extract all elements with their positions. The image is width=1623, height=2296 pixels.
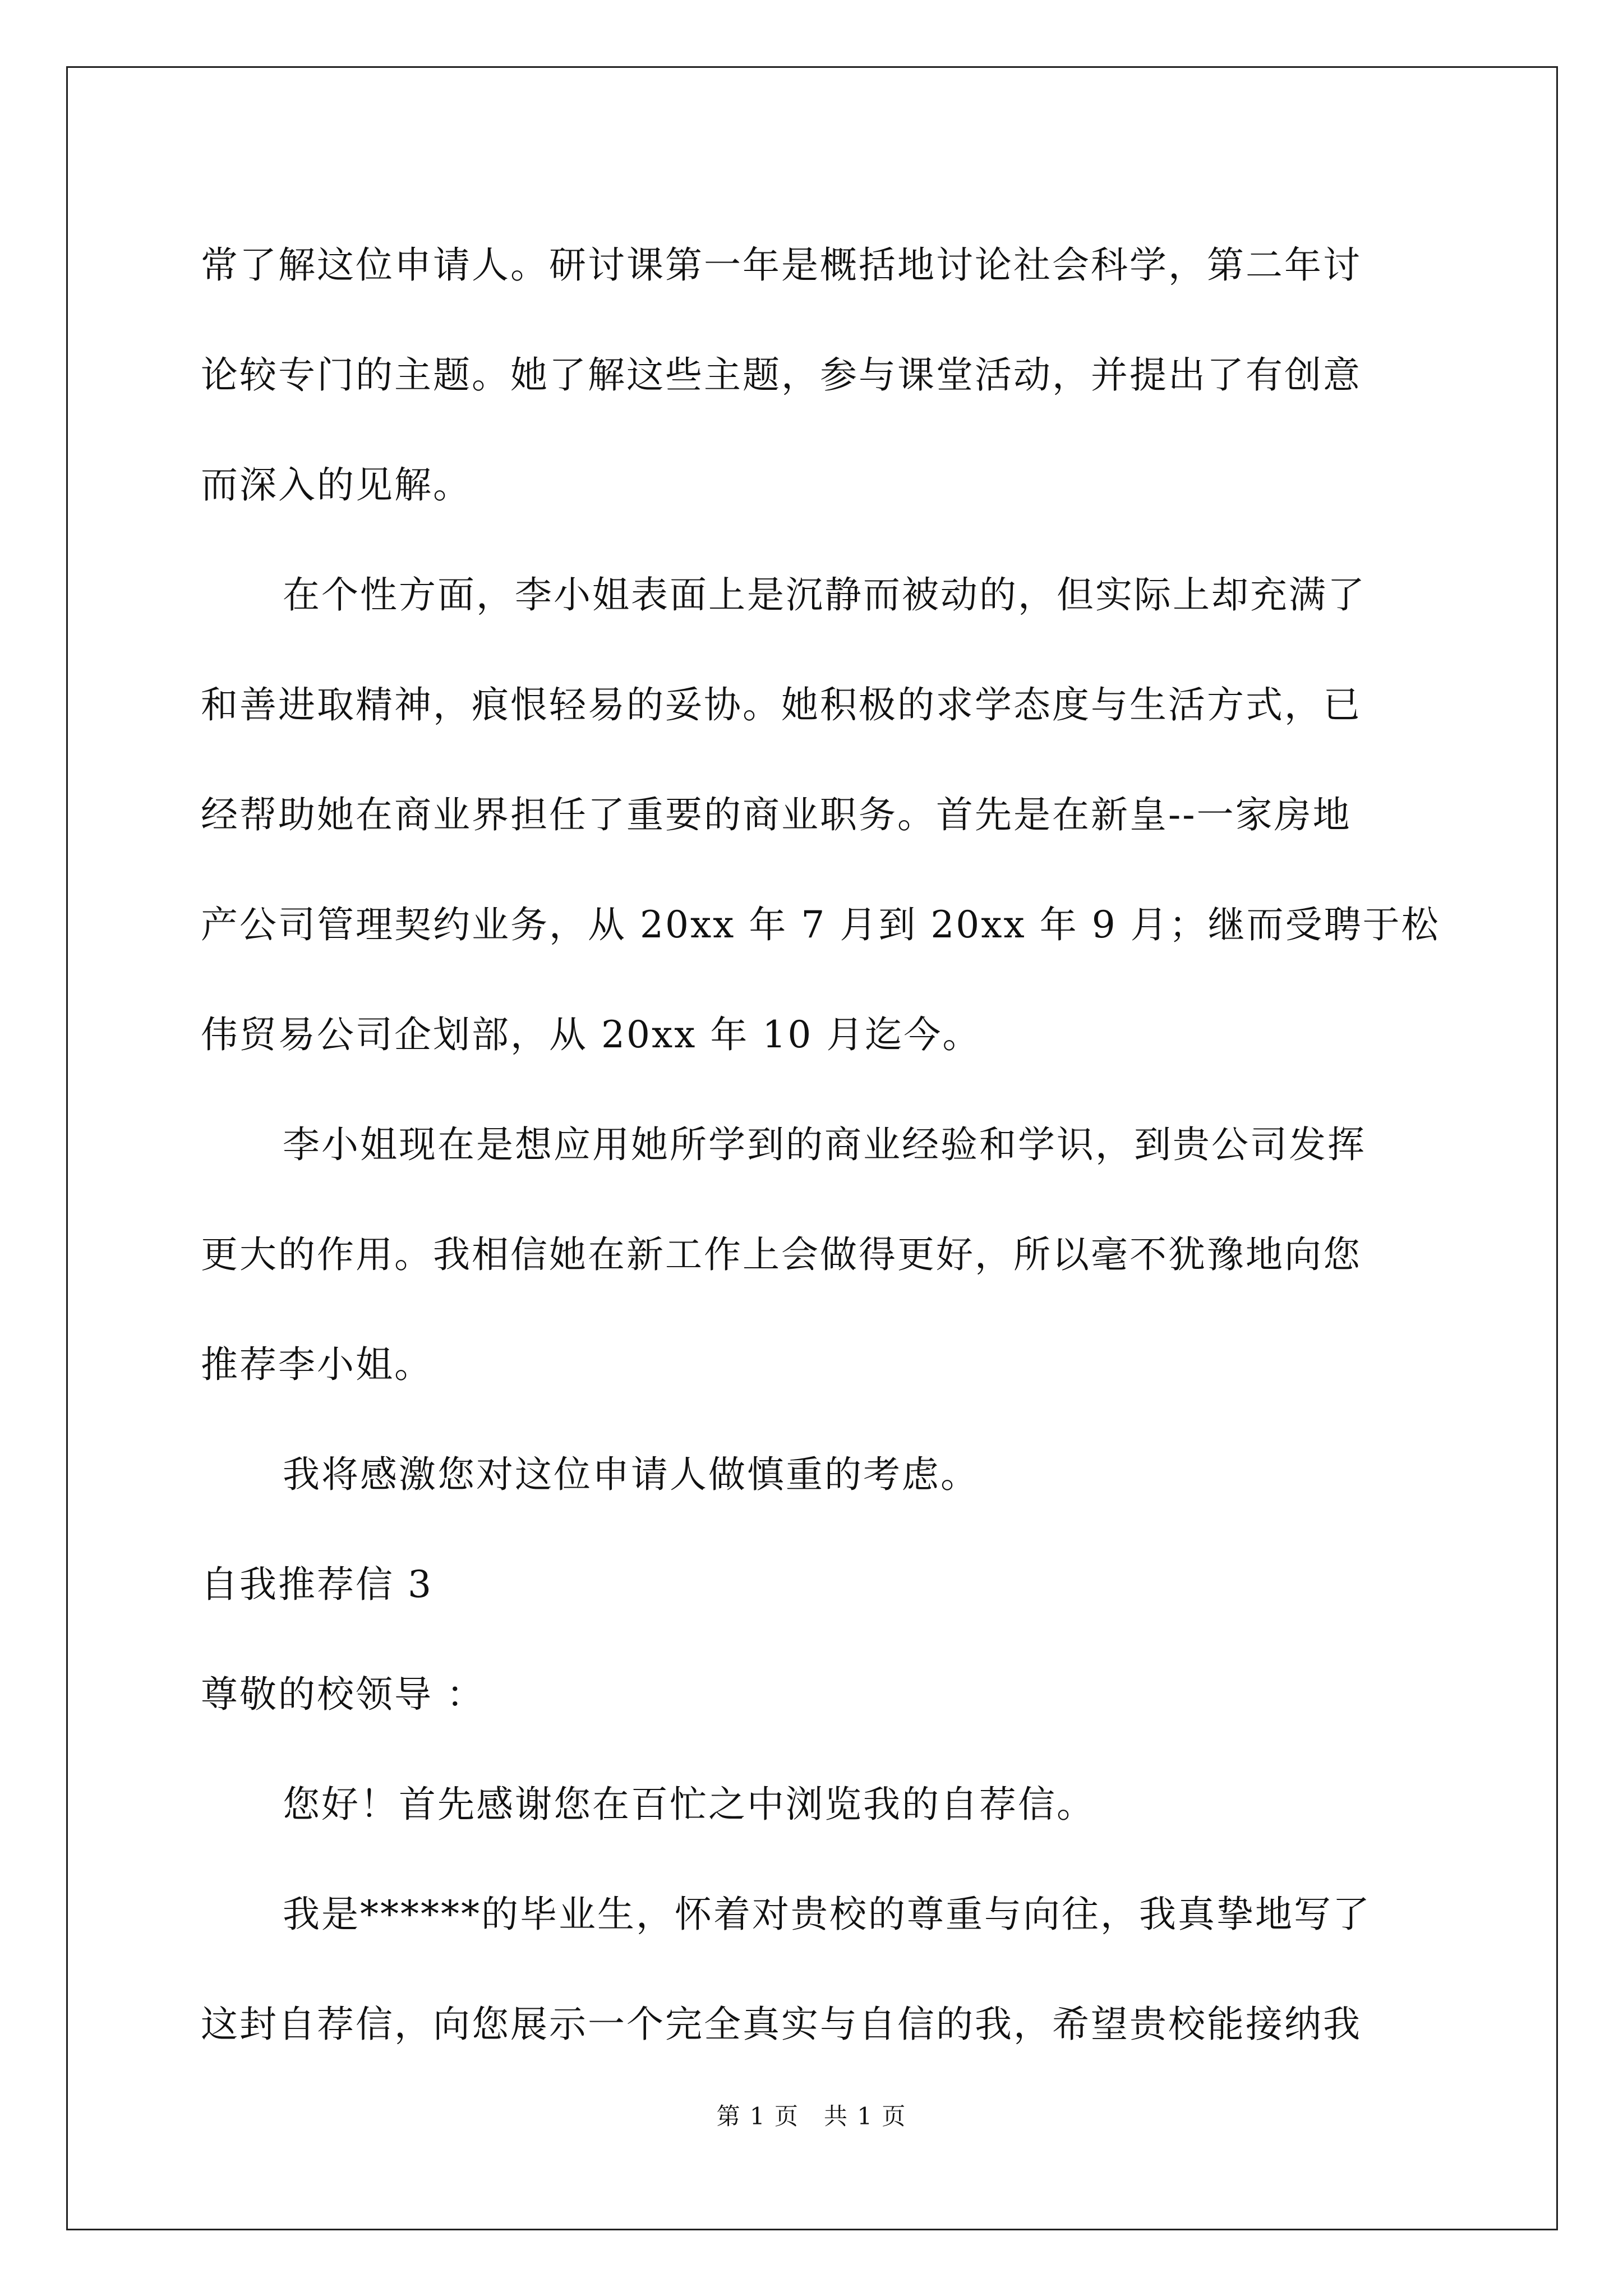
paragraph-start-line: 我是******的毕业生，怀着对贵校的尊重与向往，我真挚地写了 xyxy=(283,1893,1371,1936)
paragraph-start-line: 李小姐现在是想应用她所学到的商业经验和学识，到贵公司发挥 xyxy=(283,1123,1366,1166)
text-line: 和善进取精神，痕恨轻易的妥协。她积极的求学态度与生活方式，已 xyxy=(201,683,1362,726)
section-heading: 自我推荐信 3 xyxy=(201,1563,433,1606)
text-line: 推荐李小姐。 xyxy=(201,1343,433,1386)
text-line: 更大的作用。我相信她在新工作上会做得更好，所以毫不犹豫地向您 xyxy=(201,1233,1362,1276)
salutation: 尊敬的校领导 ： xyxy=(201,1673,485,1716)
document-body xyxy=(201,210,1440,2079)
paragraph-start-line: 在个性方面，李小姐表面上是沉静而被动的，但实际上却充满了 xyxy=(283,573,1366,616)
text-line: 常了解这位申请人。研讨课第一年是概括地讨论社会科学，第二年讨 xyxy=(201,243,1362,287)
text-line: 伟贸易公司企划部，从 20xx 年 10 月迄今。 xyxy=(201,1013,981,1056)
text-line: 经帮助她在商业界担任了重要的商业职务。首先是在新皇--一家房地 xyxy=(201,793,1352,836)
paragraph-start-line: 您好！首先感谢您在百忙之中浏览我的自荐信。 xyxy=(283,1783,1095,1826)
text-line: 论较专门的主题。她了解这些主题，参与课堂活动，并提出了有创意 xyxy=(201,353,1362,397)
text-line: 产公司管理契约业务，从 20xx 年 7 月到 20xx 年 9 月；继而受聘于松 xyxy=(201,903,1440,946)
page-number-footer: 第 1 页 共 1 页 xyxy=(716,2102,907,2130)
text-line: 这封自荐信，向您展示一个完全真实与自信的我，希望贵校能接纳我 xyxy=(201,2003,1362,2046)
text-line: 而深入的见解。 xyxy=(201,463,472,507)
paragraph-start-line: 我将感激您对这位申请人做慎重的考虑。 xyxy=(283,1453,979,1496)
